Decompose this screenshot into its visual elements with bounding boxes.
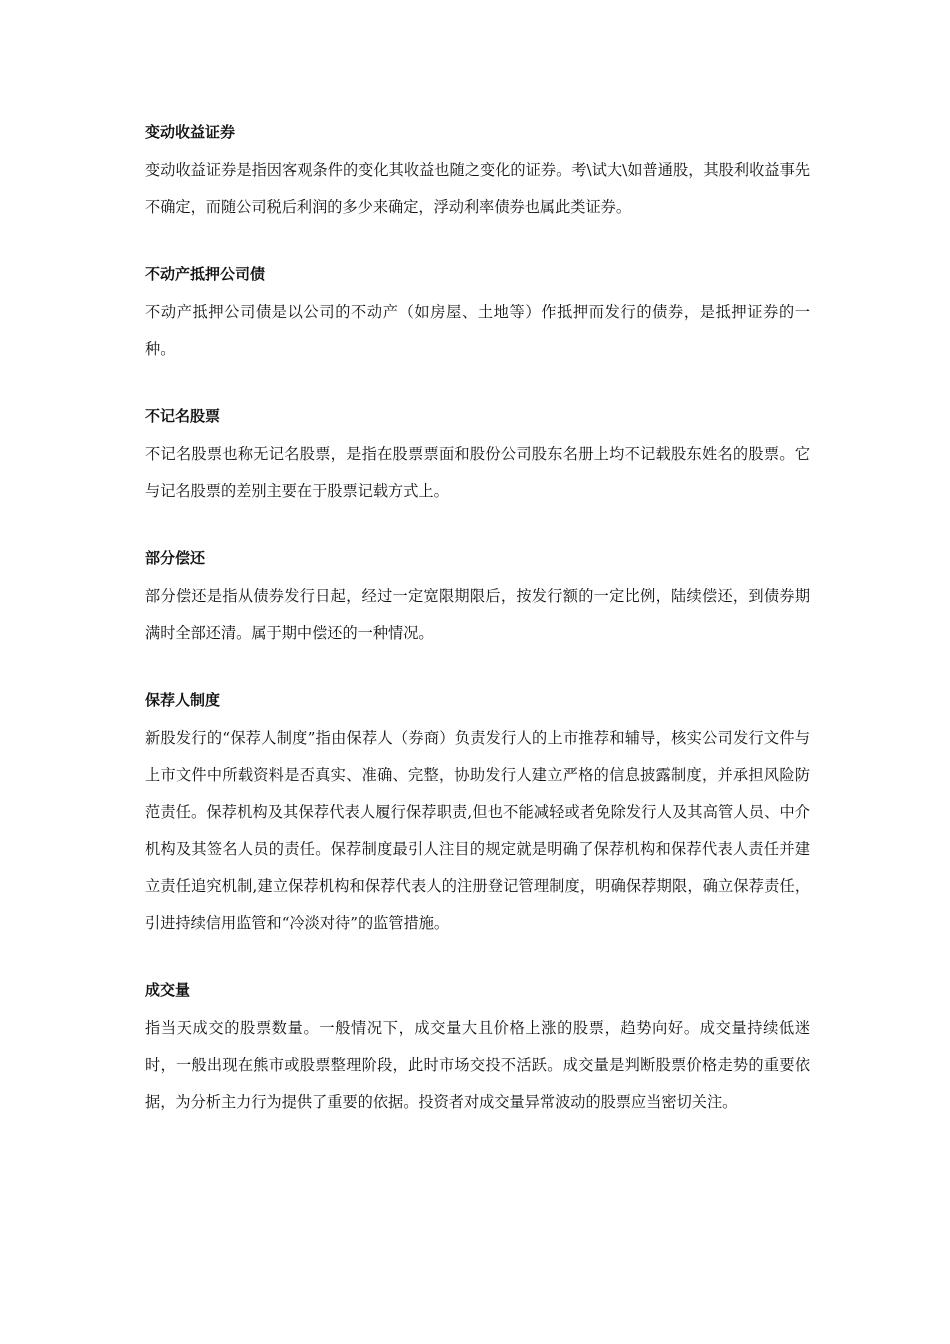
body-line: 不动产抵押公司债是以公司的不动产（如房屋、土地等）作抵押而发行的债券，是抵押证 xyxy=(145,303,764,321)
document-page xyxy=(145,122,810,1159)
body-line: 股票。它与记名股票的差别主要在于股票记载方式上。 xyxy=(145,445,811,500)
body-line: 应当密切关注。 xyxy=(631,1093,738,1111)
body-line: 券的一种。 xyxy=(145,303,811,358)
glossary-entry xyxy=(145,980,810,1121)
body-line: 到债券期满时全部还清。属于期中偿还的一种情况。 xyxy=(145,587,811,642)
glossary-entry xyxy=(145,122,810,226)
body-line: 变动收益证券是指因客观条件的变化其收益也随之变化的证券。考\试大\如普通股，其股 xyxy=(145,161,734,179)
entry-body xyxy=(145,578,810,652)
body-line: 明确了保荐机构和保荐代表人责任并建立责任追究机制,建立保荐机构和保荐代表人的注册 xyxy=(145,840,811,895)
body-line: 部分偿还是指从债券发行日起，经过一定宽限期限后，按发行额的一定比例，陆续偿还， xyxy=(145,587,749,605)
body-line: 制度，并承担风险防范责任。保荐机构及其保荐代表人履行保荐职责,但也不能减轻或者免 xyxy=(145,766,811,821)
entry-title: 保荐人制度 xyxy=(145,691,221,709)
entry-body xyxy=(145,1010,810,1121)
entry-title: 变动收益证券 xyxy=(145,123,236,141)
entry-title: 不动产抵押公司债 xyxy=(145,265,266,283)
body-line: 措施。 xyxy=(403,914,450,932)
body-line: 发行文件与上市文件中所载资料是否真实、准确、完整，协助发行人建立严格的信息披露 xyxy=(145,729,811,784)
body-line: 格走势的重要依据，为分析主力行为提供了重要的依据。投资者对成交量异常波动的股票 xyxy=(145,1056,811,1111)
glossary-entry xyxy=(145,406,810,510)
entry-title: 部分偿还 xyxy=(145,549,206,567)
entry-title: 成交量 xyxy=(145,981,191,999)
body-line: 不记名股票也称无记名股票，是指在股票票面和股份公司股东名册上均不记载股东姓名的 xyxy=(145,445,749,463)
glossary-entry xyxy=(145,690,810,942)
entry-title: 不记名股票 xyxy=(145,407,221,425)
entry-body xyxy=(145,436,810,510)
entry-body xyxy=(145,294,810,368)
body-line: 利收益事先不确定，而随公司税后利润的多少来确定，浮动利率债券也属此类证券。 xyxy=(145,161,811,216)
entry-body xyxy=(145,152,810,226)
glossary-entry xyxy=(145,264,810,368)
body-line: 指当天成交的股票数量。一般情况下，成交量大且价格上涨的股票，趋势向好。成交量持 xyxy=(145,1019,764,1037)
glossary-entry xyxy=(145,548,810,652)
body-line: 登记管理制度，明确保荐期限，确立保荐责任，引进持续信用监管和“冷淡对待”的监管 xyxy=(145,877,811,932)
body-line: 除发行人及其高管人员、中介机构及其签名人员的责任。保荐制度最引人注目的规定就是 xyxy=(145,803,810,858)
entry-body xyxy=(145,720,810,942)
body-line: 续低迷时，一般出现在熊市或股票整理阶段，此时市场交投不活跃。成交量是判断股票价 xyxy=(145,1019,811,1074)
body-line: 新股发行的“保荐人制度”指由保荐人（券商）负责发行人的上市推荐和辅导，核实公司 xyxy=(145,729,733,747)
